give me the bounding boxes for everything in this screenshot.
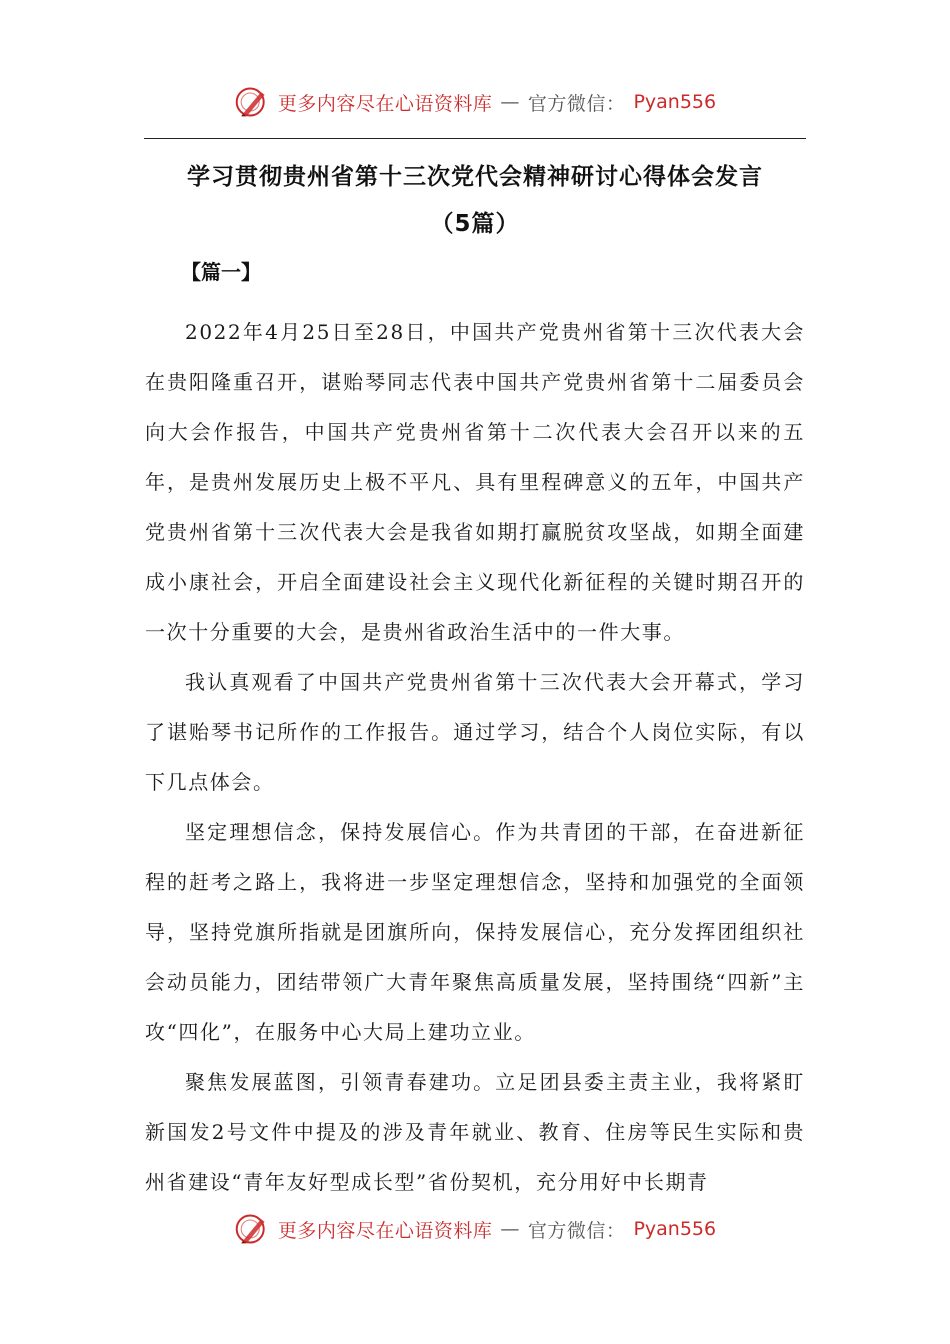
- pen-logo-icon: [234, 84, 270, 120]
- watermark-separator: —: [500, 91, 520, 113]
- header-divider: [144, 138, 806, 139]
- watermark-wechat-id: Pyan556: [633, 91, 717, 113]
- document-body: [145, 307, 805, 1207]
- body-paragraph: 坚定理想信念，保持发展信心。作为共青团的干部，在奋进新征程的赶考之路上，我将进一步坚定理想信念，坚持和加强党的全面领导，坚持党旗所指就是团旗所向，保持发展信心，充分发挥团组织社会动员能力，团结带领广大青年聚焦高质量发展，坚持围绕“四新”主攻“四化”，在服务中心大局上建功立业。: [145, 820, 805, 1044]
- body-paragraph: 2022年4月25日至28日，中国共产党贵州省第十三次代表大会在贵阳隆重召开，谌贻琴同志代表中国共产党贵州省第十二届委员会向大会作报告，中国共产党贵州省第十二次代表大会召开以来的五年，是贵州发展历史上极不平凡、具有里程碑意义的五年，中国共产党贵州省第十三次代表大会是我省如期打赢脱贫攻坚战，如期全面建成小康社会，开启全面建设社会主义现代化新征程的关键时期召开的一次十分重要的大会，是贵州省政治生活中的一件大事。: [145, 320, 805, 644]
- watermark-label: 官方微信：: [527, 1219, 626, 1242]
- watermark-header: [0, 80, 950, 124]
- body-paragraph: 我认真观看了中国共产党贵州省第十三次代表大会开幕式，学习了谌贻琴书记所作的工作报告。通过学习，结合个人岗位实际，有以下几点体会。: [145, 670, 805, 794]
- watermark-main-text: 更多内容尽在心语资料库: [277, 1219, 493, 1242]
- pen-logo-icon: [234, 1211, 270, 1247]
- body-paragraph: 聚焦发展蓝图，引领青春建功。立足团县委主责主业，我将紧盯新国发2号文件中提及的涉及青年就业、教育、住房等民生实际和贵州省建设“青年友好型成长型”省份契机，充分用好中长期青: [145, 1070, 805, 1194]
- watermark-main-text: 更多内容尽在心语资料库: [277, 92, 493, 115]
- watermark-footer: [0, 1207, 950, 1251]
- document-title: 学习贯彻贵州省第十三次党代会精神研讨心得体会发言: [187, 164, 763, 190]
- watermark-separator: —: [500, 1218, 520, 1240]
- watermark-label: 官方微信：: [527, 92, 626, 115]
- watermark-wechat-id: Pyan556: [633, 1218, 717, 1240]
- document-subtitle: （5篇）: [430, 211, 520, 237]
- section-heading: 【篇一】: [181, 260, 261, 284]
